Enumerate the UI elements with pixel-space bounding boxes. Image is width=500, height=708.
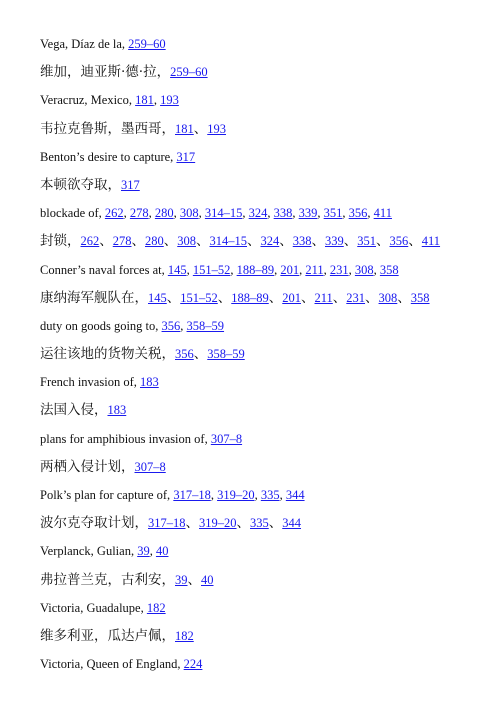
page-link[interactable]: 188–89 bbox=[231, 290, 269, 305]
index-entry-chinese bbox=[40, 453, 490, 481]
entry-term: 运往该地的货物关税， bbox=[40, 346, 175, 363]
index-entry-english bbox=[40, 312, 490, 340]
page-separator: 、 bbox=[196, 233, 210, 250]
page-separator: , bbox=[242, 206, 249, 221]
index-page bbox=[40, 30, 490, 678]
index-entry-english bbox=[40, 650, 490, 678]
page-link[interactable]: 351 bbox=[323, 206, 343, 221]
page-link[interactable]: 314–15 bbox=[204, 206, 243, 221]
page-link[interactable]: 307–8 bbox=[134, 459, 166, 474]
page-link[interactable]: 182 bbox=[175, 628, 194, 643]
page-separator: , bbox=[210, 488, 218, 502]
page-separator: 、 bbox=[311, 233, 325, 250]
page-link[interactable]: 308 bbox=[354, 262, 374, 277]
page-separator: , bbox=[292, 206, 299, 221]
entry-term: 维加，迪亚斯·德·拉， bbox=[40, 64, 171, 81]
page-link[interactable]: 324 bbox=[260, 234, 280, 249]
entry-term: blockade of, bbox=[40, 206, 105, 221]
entry-term: Benton’s desire to capture, bbox=[40, 149, 177, 164]
page-separator: 、 bbox=[268, 515, 283, 532]
index-entry-english bbox=[40, 481, 490, 509]
page-separator: 、 bbox=[193, 120, 208, 137]
page-link[interactable]: 181 bbox=[175, 121, 194, 136]
page-link[interactable]: 211 bbox=[314, 290, 333, 305]
page-link[interactable]: 183 bbox=[139, 375, 159, 390]
entry-term: Conner’s naval forces at, bbox=[40, 262, 168, 277]
page-link[interactable]: 358 bbox=[410, 290, 430, 305]
page-link[interactable]: 358–59 bbox=[207, 347, 245, 362]
page-link[interactable]: 231 bbox=[346, 290, 366, 305]
page-separator: , bbox=[186, 262, 193, 277]
page-link[interactable]: 351 bbox=[357, 234, 376, 249]
page-link[interactable]: 259–60 bbox=[128, 37, 166, 51]
page-link[interactable]: 356 bbox=[389, 234, 409, 249]
page-separator: 、 bbox=[343, 233, 358, 250]
page-link[interactable]: 356 bbox=[348, 206, 368, 221]
page-link[interactable]: 335 bbox=[250, 516, 269, 531]
page-link[interactable]: 339 bbox=[325, 234, 344, 249]
index-entry-english bbox=[40, 199, 490, 227]
index-entry-english bbox=[40, 143, 490, 171]
entry-term: 本顿欲夺取， bbox=[40, 176, 121, 193]
page-link[interactable]: 308 bbox=[378, 290, 398, 305]
page-separator: 、 bbox=[193, 346, 208, 363]
page-separator: , bbox=[299, 262, 306, 277]
index-entry-english bbox=[40, 368, 490, 396]
page-separator: , bbox=[173, 206, 180, 221]
page-separator: 、 bbox=[166, 289, 181, 306]
page-link[interactable]: 317–18 bbox=[148, 516, 186, 531]
page-separator: , bbox=[274, 262, 281, 277]
index-entry-english bbox=[40, 30, 490, 58]
page-separator: , bbox=[148, 206, 155, 221]
page-link[interactable]: 344 bbox=[285, 488, 305, 502]
entry-term: 波尔克夺取计划， bbox=[40, 515, 148, 532]
index-entry-chinese bbox=[40, 284, 490, 312]
index-entry-chinese bbox=[40, 115, 490, 143]
page-link[interactable]: 319–20 bbox=[199, 516, 237, 531]
page-link[interactable]: 278 bbox=[129, 206, 149, 221]
entry-term: 康纳海军舰队在， bbox=[40, 289, 148, 306]
page-link[interactable]: 308 bbox=[179, 206, 199, 221]
page-separator: , bbox=[342, 206, 349, 221]
page-link[interactable]: 181 bbox=[135, 93, 154, 108]
index-entry-chinese bbox=[40, 58, 490, 86]
page-link[interactable]: 307–8 bbox=[210, 431, 243, 446]
page-separator: 、 bbox=[99, 233, 113, 250]
index-entry-english bbox=[40, 425, 490, 453]
entry-term: 两栖入侵计划， bbox=[40, 458, 135, 475]
page-separator: 、 bbox=[376, 233, 390, 250]
entry-term: duty on goods going to, bbox=[40, 318, 162, 333]
entry-term: Victoria, Queen of England, bbox=[40, 657, 184, 672]
page-link[interactable]: 358–59 bbox=[186, 318, 225, 333]
index-entry-english bbox=[40, 256, 490, 284]
page-separator: 、 bbox=[217, 289, 232, 306]
entry-term: Polk’s plan for capture of, bbox=[40, 488, 174, 502]
page-separator: 、 bbox=[408, 233, 422, 250]
index-entry-english bbox=[40, 86, 490, 114]
page-link[interactable]: 339 bbox=[298, 206, 318, 221]
page-link[interactable]: 145 bbox=[148, 290, 167, 305]
page-separator: , bbox=[267, 206, 274, 221]
index-entry-chinese bbox=[40, 622, 490, 650]
page-separator: 、 bbox=[187, 571, 201, 588]
page-link[interactable]: 224 bbox=[183, 657, 203, 672]
entry-term: 弗拉普兰克，古利安， bbox=[40, 571, 175, 588]
page-link[interactable]: 262 bbox=[80, 234, 100, 249]
page-separator: , bbox=[153, 93, 161, 108]
page-separator: , bbox=[367, 206, 374, 221]
page-link[interactable]: 324 bbox=[248, 206, 268, 221]
page-separator: , bbox=[317, 206, 324, 221]
page-link[interactable]: 40 bbox=[201, 572, 214, 587]
page-separator: 、 bbox=[279, 233, 293, 250]
page-link[interactable]: 314–15 bbox=[209, 234, 247, 249]
page-separator: 、 bbox=[268, 289, 283, 306]
page-link[interactable]: 211 bbox=[305, 262, 324, 277]
page-link[interactable]: 308 bbox=[177, 234, 196, 249]
page-link[interactable]: 188–89 bbox=[236, 262, 275, 277]
entry-term: Victoria, Guadalupe, bbox=[40, 600, 147, 615]
page-link[interactable]: 280 bbox=[154, 206, 174, 221]
page-link[interactable]: 183 bbox=[107, 403, 127, 418]
entry-term: Veracruz, Mexico, bbox=[40, 93, 136, 108]
page-link[interactable]: 145 bbox=[167, 262, 187, 277]
index-entry-chinese bbox=[40, 227, 490, 255]
page-link[interactable]: 39 bbox=[175, 572, 188, 587]
index-entry-chinese bbox=[40, 171, 490, 199]
page-link[interactable]: 231 bbox=[329, 262, 349, 277]
index-entry-chinese bbox=[40, 340, 490, 368]
page-link[interactable]: 280 bbox=[145, 234, 164, 249]
page-link[interactable]: 39 bbox=[137, 544, 150, 559]
page-link[interactable]: 344 bbox=[282, 516, 301, 531]
page-separator: , bbox=[373, 262, 380, 277]
page-link[interactable]: 201 bbox=[282, 290, 301, 305]
page-separator: 、 bbox=[301, 289, 315, 306]
index-entry-chinese bbox=[40, 396, 490, 424]
page-link[interactable]: 151–52 bbox=[180, 290, 218, 305]
index-entry-english bbox=[40, 537, 490, 565]
page-separator: 、 bbox=[185, 515, 199, 532]
entry-term: plans for amphibious invasion of, bbox=[40, 431, 211, 446]
page-link[interactable]: 317 bbox=[121, 177, 140, 192]
page-separator: 、 bbox=[397, 289, 411, 306]
page-link[interactable]: 335 bbox=[260, 488, 280, 502]
entry-term: French invasion of, bbox=[40, 375, 140, 390]
entry-term: 维多利亚，瓜达卢佩， bbox=[40, 627, 175, 644]
page-link[interactable]: 319–20 bbox=[217, 488, 255, 502]
entry-term: Vega, Díaz de la, bbox=[40, 37, 129, 51]
page-link[interactable]: 317–18 bbox=[173, 488, 211, 502]
page-link[interactable]: 201 bbox=[280, 262, 300, 277]
page-link[interactable]: 259–60 bbox=[170, 65, 208, 80]
page-link[interactable]: 40 bbox=[155, 544, 169, 559]
page-link[interactable]: 317 bbox=[176, 149, 196, 164]
index-entry-chinese bbox=[40, 509, 490, 537]
page-link[interactable]: 182 bbox=[146, 600, 166, 615]
page-separator: , bbox=[348, 262, 355, 277]
entry-term: Verplanck, Gulian, bbox=[40, 544, 138, 559]
page-link[interactable]: 151–52 bbox=[192, 262, 231, 277]
page-link[interactable]: 356 bbox=[161, 318, 181, 333]
page-link[interactable]: 262 bbox=[104, 206, 124, 221]
page-separator: , bbox=[149, 544, 156, 559]
page-link[interactable]: 338 bbox=[292, 234, 312, 249]
page-link[interactable]: 193 bbox=[160, 93, 179, 108]
page-link[interactable]: 411 bbox=[421, 234, 441, 249]
page-separator: , bbox=[198, 206, 205, 221]
page-separator: 、 bbox=[163, 233, 178, 250]
page-separator: , bbox=[279, 488, 286, 502]
entry-term: 封锁， bbox=[40, 233, 81, 250]
index-entry-chinese bbox=[40, 566, 490, 594]
page-link[interactable]: 411 bbox=[373, 206, 392, 221]
page-link[interactable]: 338 bbox=[273, 206, 293, 221]
page-separator: 、 bbox=[332, 289, 347, 306]
page-link[interactable]: 356 bbox=[175, 347, 194, 362]
page-link[interactable]: 193 bbox=[207, 121, 226, 136]
entry-term: 法国入侵， bbox=[40, 402, 108, 419]
page-separator: 、 bbox=[131, 233, 145, 250]
page-separator: 、 bbox=[236, 515, 250, 532]
page-separator: , bbox=[123, 206, 130, 221]
entry-term: 韦拉克鲁斯，墨西哥， bbox=[40, 120, 175, 137]
page-separator: 、 bbox=[365, 289, 379, 306]
page-separator: , bbox=[180, 318, 187, 333]
index-entry-english bbox=[40, 594, 490, 622]
page-link[interactable]: 278 bbox=[112, 234, 132, 249]
page-separator: , bbox=[254, 488, 261, 502]
page-link[interactable]: 358 bbox=[379, 262, 399, 277]
page-separator: , bbox=[323, 262, 330, 277]
page-separator: , bbox=[230, 262, 237, 277]
page-separator: 、 bbox=[247, 233, 261, 250]
